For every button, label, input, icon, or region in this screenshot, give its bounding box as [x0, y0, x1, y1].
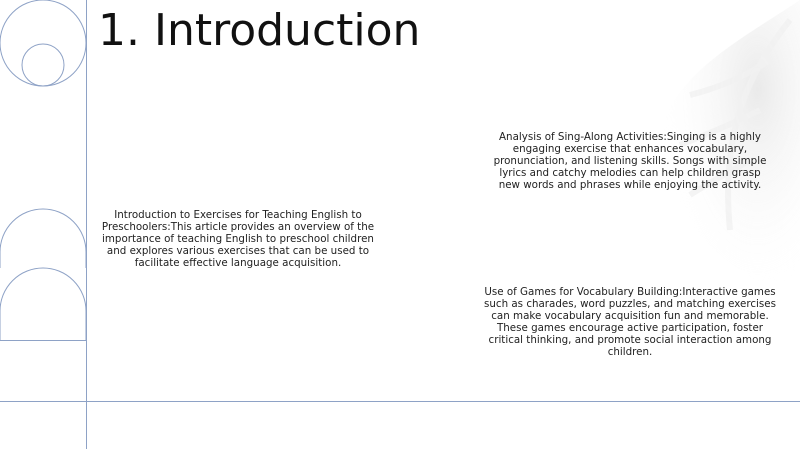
text-block-overview: Introduction to Exercises for Teaching English to Preschoolers:This article provides an overview of the importance of teaching English to preschool children and explores various exercises that can be used to facilitate effective language acquisition.	[101, 209, 375, 269]
text-block-sing-along: Analysis of Sing-Along Activities:Singing is a highly engaging exercise that enhances vocabulary, pronunciation, and listening skills. Songs with simple lyrics and catchy melodies can help children grasp new words and phrases while enjoying the activity.	[493, 131, 767, 191]
slide-title: 1. Introduction	[98, 5, 421, 56]
text-block-games: Use of Games for Vocabulary Building:Interactive games such as charades, word puzzles, and matching exercises can make vocabulary acquisition fun and memorable. These games encourage active participation, foster critical thinking, and promote social interaction among children.	[484, 286, 776, 358]
